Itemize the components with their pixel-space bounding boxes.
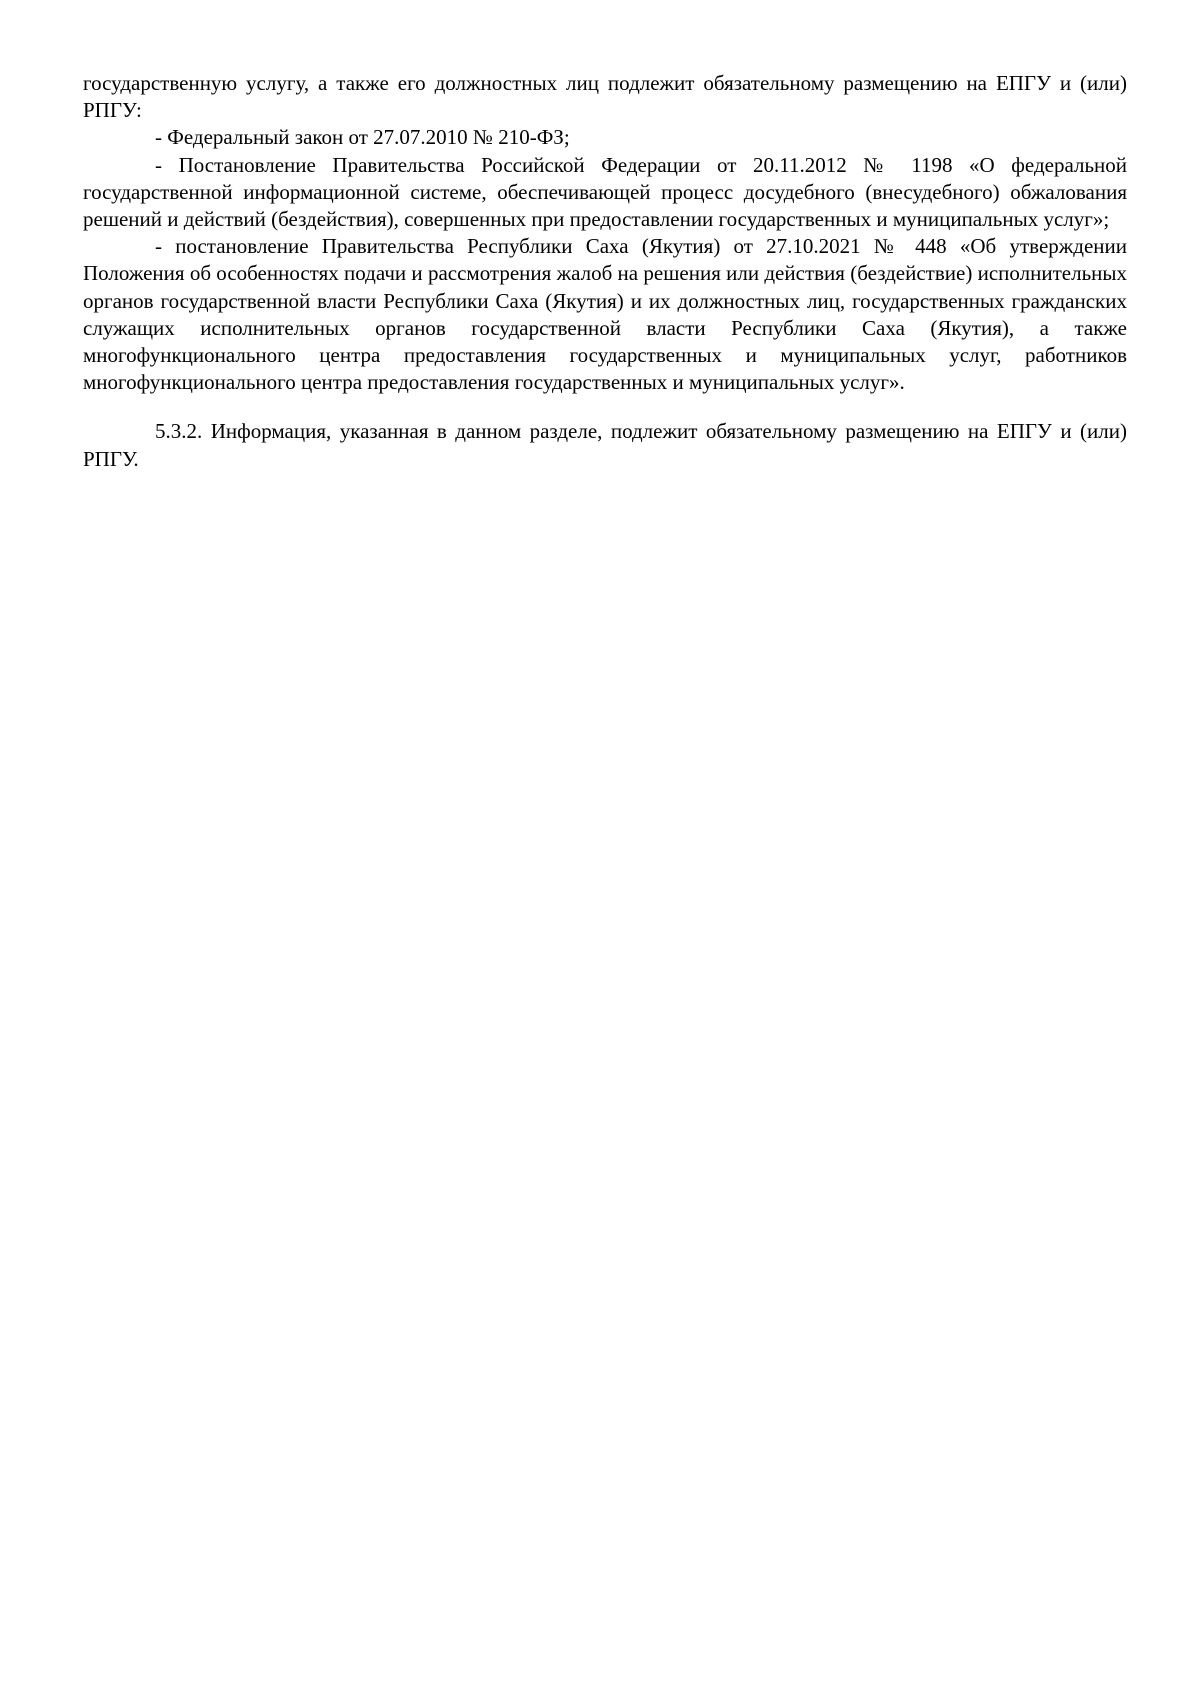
paragraph-continuation: государственную услугу, а также его должностных лиц подлежит обязательному размещению на ЕПГУ и (или) РПГУ: — [83, 71, 1127, 123]
paragraph-yakutia-resolution-448: - постановление Правительства Республики Саха (Якутия) от 27.10.2021 № 448 «Об утверждении Положения об особенностях подачи и рассмотрения жалоб на решения или действия (бездействие) исполнительных органов государственной власти Республики Саха (Якутия) и их должностных лиц, государственных гражданских служащих исполнительных органов государственной власти Республики Саха (Якутия), а также многофункционального центра предоставления государственных и муниципальных услуг, работников многофункционального центра предоставления государственных и муниципальных услуг». — [83, 234, 1127, 395]
paragraph-section-5-3-2: 5.3.2. Информация, указанная в данном разделе, подлежит обязательному размещению на ЕПГУ и (или) РПГУ. — [83, 419, 1127, 471]
paragraph-federal-law: - Федеральный закон от 27.07.2010 № 210-ФЗ; — [155, 125, 570, 150]
document-body — [83, 70, 1127, 473]
paragraph-government-resolution-1198: - Постановление Правительства Российской Федерации от 20.11.2012 № 1198 «О федеральной государственной информационной системе, обеспечивающей процесс досудебного (внесудебного) обжалования решений и действий (бездействия), совершенных при предоставлении государственных и муниципальных услуг»; — [83, 152, 1127, 232]
